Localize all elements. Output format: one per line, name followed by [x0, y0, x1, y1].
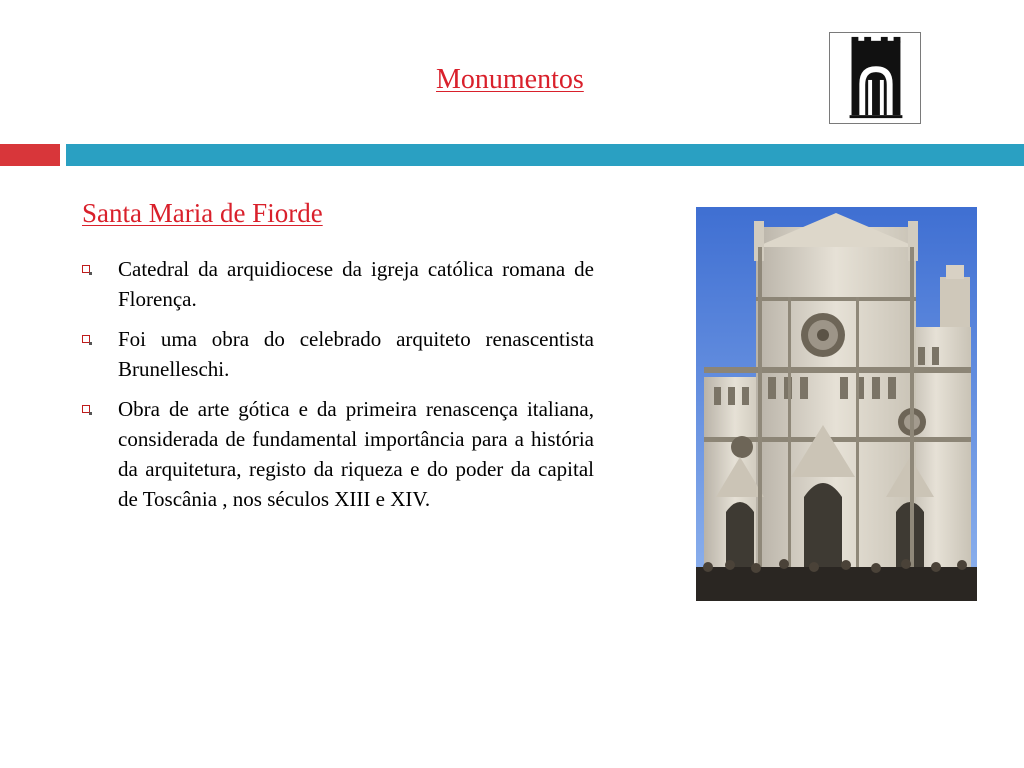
checkbox-bullet-icon — [82, 265, 90, 273]
checkbox-bullet-icon — [82, 405, 90, 413]
bullet-list — [82, 254, 594, 524]
bullet-text: Foi uma obra do celebrado arquiteto renascentista Brunelleschi. — [118, 327, 594, 381]
cathedral-facade-photo — [696, 207, 977, 601]
header-bar-teal — [66, 144, 1024, 166]
checkbox-bullet-icon — [82, 335, 90, 343]
bullet-text: Catedral da arquidiocese da igreja católica romana de Florença. — [118, 257, 594, 311]
slide-title: Monumentos — [436, 64, 584, 95]
cathedral-illustration — [696, 207, 977, 601]
section-subtitle: Santa Maria de Fiorde — [82, 198, 323, 228]
bullet-text: Obra de arte gótica e da primeira renascença italiana, considerada de fundamental importância para a história da arquitetura, registo da riqueza e do poder da capital de Toscânia , nos séculos XIII e XIV. — [118, 397, 594, 511]
tower-arch-logo-icon — [830, 33, 920, 123]
logo — [829, 32, 921, 124]
list-item — [82, 394, 594, 514]
list-item — [82, 324, 594, 384]
header-bar-red — [0, 144, 60, 166]
list-item — [82, 254, 594, 314]
